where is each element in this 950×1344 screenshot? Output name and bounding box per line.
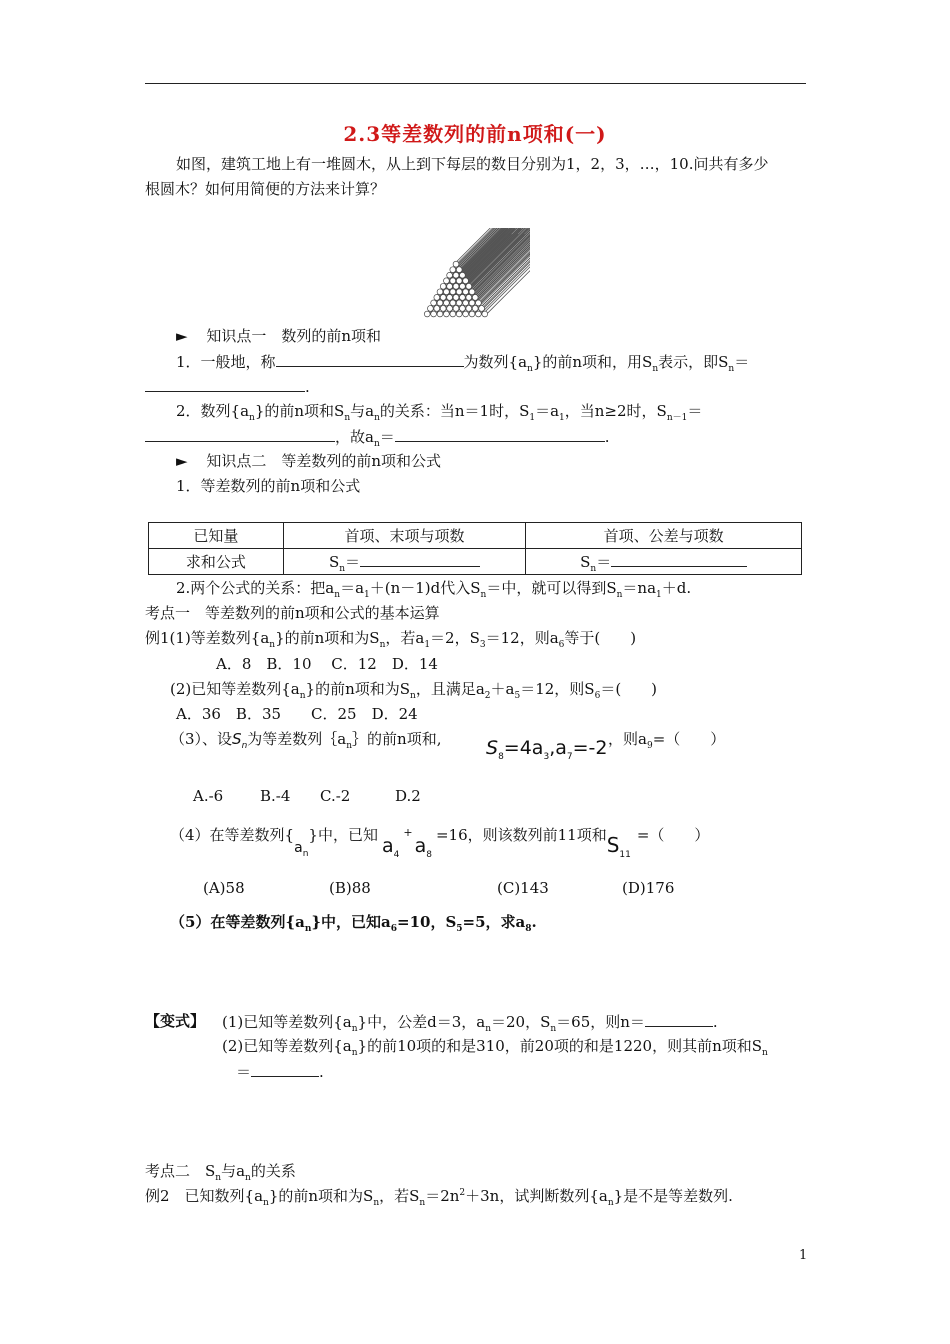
blank-an[interactable] xyxy=(395,427,605,442)
variant-1: (1)已知等差数列$\{a_n\}$中，公差d＝3，$a_n=20$，$S_n=65$，则n＝ . xyxy=(222,1013,718,1034)
formula-table xyxy=(148,522,802,575)
intro-line-1: 如图，建筑工地上有一堆圆木，从上到下每层的数目分别为1，2，3，…，10.问共有多少 xyxy=(176,155,769,173)
k1-item-2: 2．数列$\{a_n\}$的前n项和$S_n$与$a_n$的关系：当n＝1时，$S_1=a_1$，当n≥2时，$S_{n-1}=$ xyxy=(176,402,703,423)
blank-variant-2[interactable] xyxy=(251,1062,319,1077)
k2-heading: ► 知识点二 等差数列的前n项和公式 xyxy=(176,452,441,470)
example-1-3-formula: $S_8=4a_3,a_7=-2$ xyxy=(486,737,608,762)
table-row xyxy=(149,549,802,575)
blank-sn-formula[interactable] xyxy=(145,377,305,392)
example-1-5: （5）在等差数列$\{a_n\}$中，已知$a_6=10$，$S_5=5$，求$a_8$. xyxy=(170,913,537,934)
example-1-3-option-c: C.-2 xyxy=(320,787,351,805)
example-1-3-option-d: D.2 xyxy=(395,787,421,805)
table-cell-formula-1: $S_n=$ xyxy=(283,549,526,575)
table-cell-formula-2: $S_n=$ xyxy=(526,549,802,575)
example-1-3-option-a: A.-6 xyxy=(193,787,224,805)
example-1-4: （4）在等差数列$\{a_n\}$中，已知 $a_4^+a_8=16$，则该数列前11项和$S_{11}=$（ ） xyxy=(170,826,710,860)
blank-formula-1[interactable] xyxy=(360,552,480,567)
example-1-1: 例1(1)等差数列$\{a_n\}$的前n项和为$S_n$，若$a_1=2$，$S_3=12$，则$a_6$等于( ) xyxy=(145,629,637,650)
triangle-bullet-icon: ► xyxy=(176,452,188,470)
k2-item-2: 2.两个公式的关系：把$a_n=a_1+(n-1)d$代入$S_n=$中，就可以得到$S_n=na_1+d$. xyxy=(176,579,692,600)
page-number: 1 xyxy=(799,1248,808,1263)
variant-label: 【变式】 xyxy=(145,1012,206,1030)
intro-line-2: 根圆木？如何用简便的方法来计算？ xyxy=(145,180,386,198)
blank-variant-1[interactable] xyxy=(645,1012,713,1027)
triangle-bullet-icon: ► xyxy=(176,327,188,345)
table-header-cell: 已知量 xyxy=(149,523,284,549)
example-1-3: （3）、设$S_n$为等差数列$\{a_n\}$的前n项和, xyxy=(170,730,442,751)
example-2: 例2 已知数列$\{a_n\}$的前n项和为$S_n$，若$S_n=2n^2+3n$，试判断数列$\{a_n\}$是不是等差数列. xyxy=(145,1187,733,1208)
table-header-cell: 首项、末项与项数 xyxy=(283,523,526,549)
header-rule xyxy=(145,83,806,84)
example-1-3-option-b: B.-4 xyxy=(260,787,291,805)
k1-item-2-cont: ，故$a_n=$ . xyxy=(145,427,610,446)
table-row-label: 求和公式 xyxy=(149,549,284,575)
table-row xyxy=(149,523,802,549)
example-1-2-options: A．36 B．35 C．25 D．24 xyxy=(176,705,418,723)
table-header-cell: 首项、公差与项数 xyxy=(526,523,802,549)
k1-heading: ► 知识点一 数列的前n项和 xyxy=(176,327,381,345)
blank-definition[interactable] xyxy=(276,352,464,367)
k1-item-1-cont: . xyxy=(145,377,310,396)
example-1-4-option-d: (D)176 xyxy=(622,879,675,897)
example-1-2: (2)已知等差数列$\{a_n\}$的前n项和为$S_n$，且满足$a_2+a_5=12$，则$S_6=$( ) xyxy=(170,680,658,701)
k1-item-1: 1．一般地，称 为数列$\{a_n\}$的前n项和，用$S_n$表示，即$S_n=$ xyxy=(176,353,750,374)
example-1-4-option-b: (B)88 xyxy=(329,879,371,897)
variant-2: (2)已知等差数列$\{a_n\}$的前10项的和是310，前20项的和是1220，则其前n项和$S_n$ xyxy=(222,1037,768,1058)
example-1-3-tail: ，则$a_9=$（ ） xyxy=(608,730,726,751)
page-title: 2.3等差数列的前n项和(一) xyxy=(343,122,607,146)
blank-sn-minus-1[interactable] xyxy=(145,427,335,442)
k2-item-1: 1．等差数列的前n项和公式 xyxy=(176,477,361,495)
kd2-heading: 考点二 $S_n$与$a_n$的关系 xyxy=(145,1162,296,1183)
log-pile-illustration xyxy=(418,228,530,320)
example-1-1-options: A．8 B．10 C．12 D．14 xyxy=(216,655,438,673)
example-1-4-option-a: (A)58 xyxy=(203,879,245,897)
kd1-heading: 考点一 等差数列的前n项和公式的基本运算 xyxy=(145,604,440,622)
blank-formula-2[interactable] xyxy=(611,552,747,567)
variant-2-cont: ＝ . xyxy=(236,1063,324,1081)
example-1-4-option-c: (C)143 xyxy=(497,879,549,897)
